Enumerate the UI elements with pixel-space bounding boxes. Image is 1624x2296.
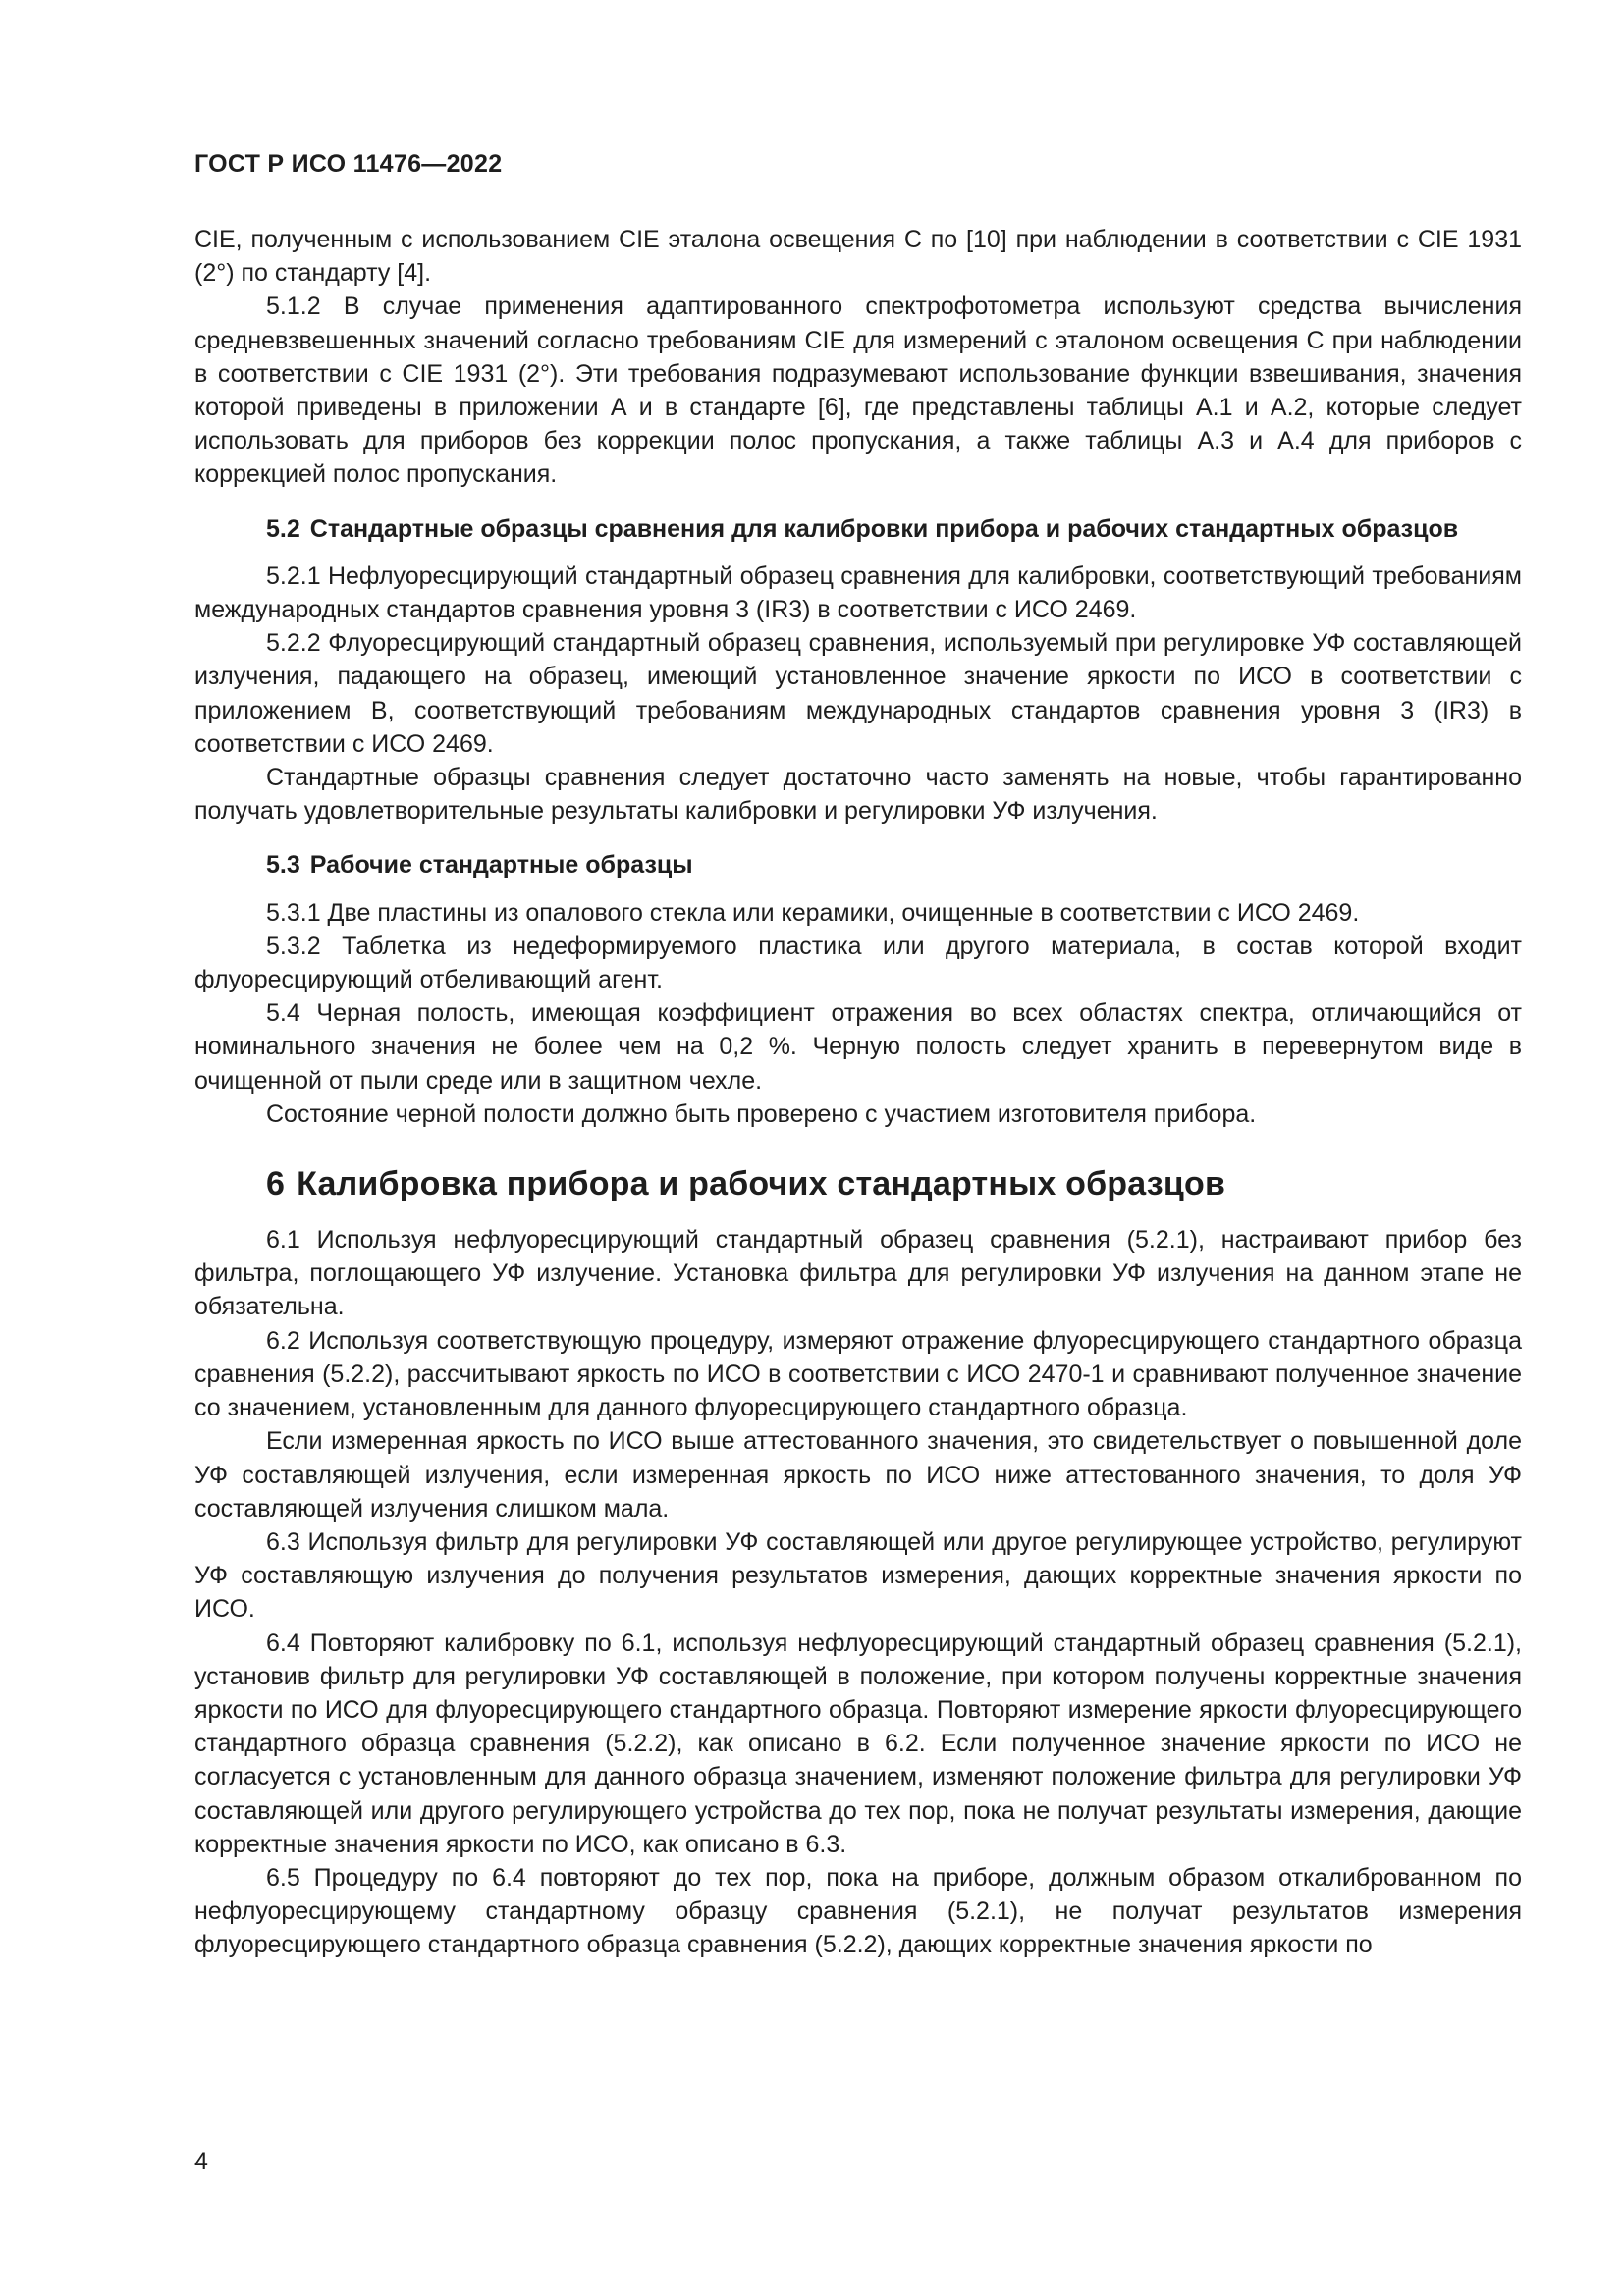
paragraph-6-2: 6.2 Используя соответствующую процедуру, измеряют отражение флуоресцирующего стандартного образца сравнения (5.2.2), рассчитывают яркость по ИСО в соответствии с ИСО 2470-1 и сравнивают полученное значение со значением, установленным для данного флуоресцирующего стандартного образца. (194, 1326, 1522, 1422)
paragraph-6-3: 6.3 Используя фильтр для регулировки УФ составляющей или другое регулирующее устройство, регулируют УФ составляющую излучения до получения результатов измерения, дающих корректные значения яркости по ИСО. (194, 1527, 1522, 1624)
section-heading-6 (194, 1162, 1522, 1205)
paragraph-5-2-note: Стандартные образцы сравнения следует достаточно часто заменять на новые, чтобы гарантированно получать удовлетворительные результаты калибровки и регулировки УФ излучения. (194, 764, 1522, 826)
paragraph-5-2-1: 5.2.1 Нефлуоресцирующий стандартный образец сравнения для калибровки, соответствующий требованиям международных стандартов сравнения уровня 3 (IR3) в соответствии с ИСО 2469. (194, 561, 1522, 624)
section-title: Калибровка прибора и рабочих стандартных образцов (297, 1165, 1226, 1203)
paragraph-5-2-2: 5.2.2 Флуоресцирующий стандартный образец сравнения, используемый при регулировке УФ составляющей излучения, падающего на образец, имеющий установленное значение яркости по ИСО в соответствии с приложением В, соответствующий требованиям международных стандартов сравнения уровня 3 (IR3) в соответствии с ИСО 2469. (194, 629, 1522, 758)
section-number: 5.3 (266, 851, 300, 880)
section-heading-5-2 (194, 512, 1522, 546)
paragraph-5-3-1: 5.3.1 Две пластины из опалового стекла или керамики, очищенные в соответствии с ИСО 2469. (266, 898, 1360, 927)
document-header: ГОСТ Р ИСО 11476—2022 (194, 150, 503, 178)
section-number: 5.2 (266, 514, 300, 543)
section-title: Рабочие стандартные образцы (309, 851, 693, 880)
page-number: 4 (194, 2148, 208, 2175)
paragraph-6-5: 6.5 Процедуру по 6.4 повторяют до тех пор, пока на приборе, должным образом откалиброванном по нефлуоресцирующему стандартному образцу сравнения (5.2.1), не получат результатов измерения флуоресцирующего стандартного образца сравнения (5.2.2), дающих корректные значения яркости по (194, 1863, 1522, 1959)
paragraph-continuation: CIE, полученным с использованием CIE эталона освещения С по [10] при наблюдении в соответствии с CIE 1931 (2°) по стандарту [4]. (194, 226, 1522, 288)
paragraph-5-3-2: 5.3.2 Таблетка из недеформируемого пластика или другого материала, в состав которой входит флуоресцирующий отбеливающий агент. (194, 932, 1522, 994)
paragraph-6-4: 6.4 Повторяют калибровку по 6.1, используя нефлуоресцирующий стандартный образец сравнения (5.2.1), установив фильтр для регулировки УФ составляющей в положение, при котором получены корректные значения яркости по ИСО для флуоресцирующего стандартного образца. Повторяют измерение яркости флуоресцирующего стандартного образца сравнения (5.2.2), как описано в 6.2. Если полученное значение яркости по ИСО не согласуется с установленным для данного образца значением, изменяют положение фильтра для регулировки УФ составляющей или другого регулирующего устройства до тех пор, пока не получат результаты измерения, дающие корректные значения яркости по ИСО, как описано в 6.3. (194, 1629, 1522, 1858)
section-heading-5-3 (194, 848, 1522, 881)
paragraph-6-1: 6.1 Используя нефлуоресцирующий стандартный образец сравнения (5.2.1), настраивают прибор без фильтра, поглощающего УФ излучение. Установка фильтра для регулировки УФ излучения на данном этапе не обязательна. (194, 1226, 1522, 1321)
section-number: 6 (266, 1165, 286, 1203)
section-title: Стандартные образцы сравнения для калибровки прибора и рабочих стандартных образцов (309, 514, 1459, 543)
paragraph-6-2-note: Если измеренная яркость по ИСО выше аттестованного значения, это свидетельствует о повышенной доле УФ составляющей излучения, если измеренная яркость по ИСО ниже аттестованного значения, то доля УФ составляющей излучения слишком мала. (194, 1427, 1522, 1522)
document-body (194, 223, 1522, 1962)
paragraph-5-4-note: Состояние черной полости должно быть проверено с участием изготовителя прибора. (266, 1099, 1257, 1128)
paragraph-5-1-2: 5.1.2 В случае применения адаптированного спектрофотометра используют средства вычисления средневзвешенных значений согласно требованиям CIE для измерений с эталоном освещения С при наблюдении в соответствии с CIE 1931 (2°). Эти требования подразумевают использование функции взвешивания, значения которой приведены в приложении А и в стандарте [6], где представлены таблицы А.1 и А.2, которые следует использовать для приборов без коррекции полос пропускания, а также таблицы А.3 и А.4 для приборов с коррекцией полос пропускания. (194, 293, 1522, 489)
paragraph-5-4: 5.4 Черная полость, имеющая коэффициент отражения во всех областях спектра, отличающийся от номинального значения не более чем на 0,2 %. Черную полость следует хранить в перевернутом виде в очищенной от пыли среде или в защитном чехле. (194, 999, 1522, 1095)
